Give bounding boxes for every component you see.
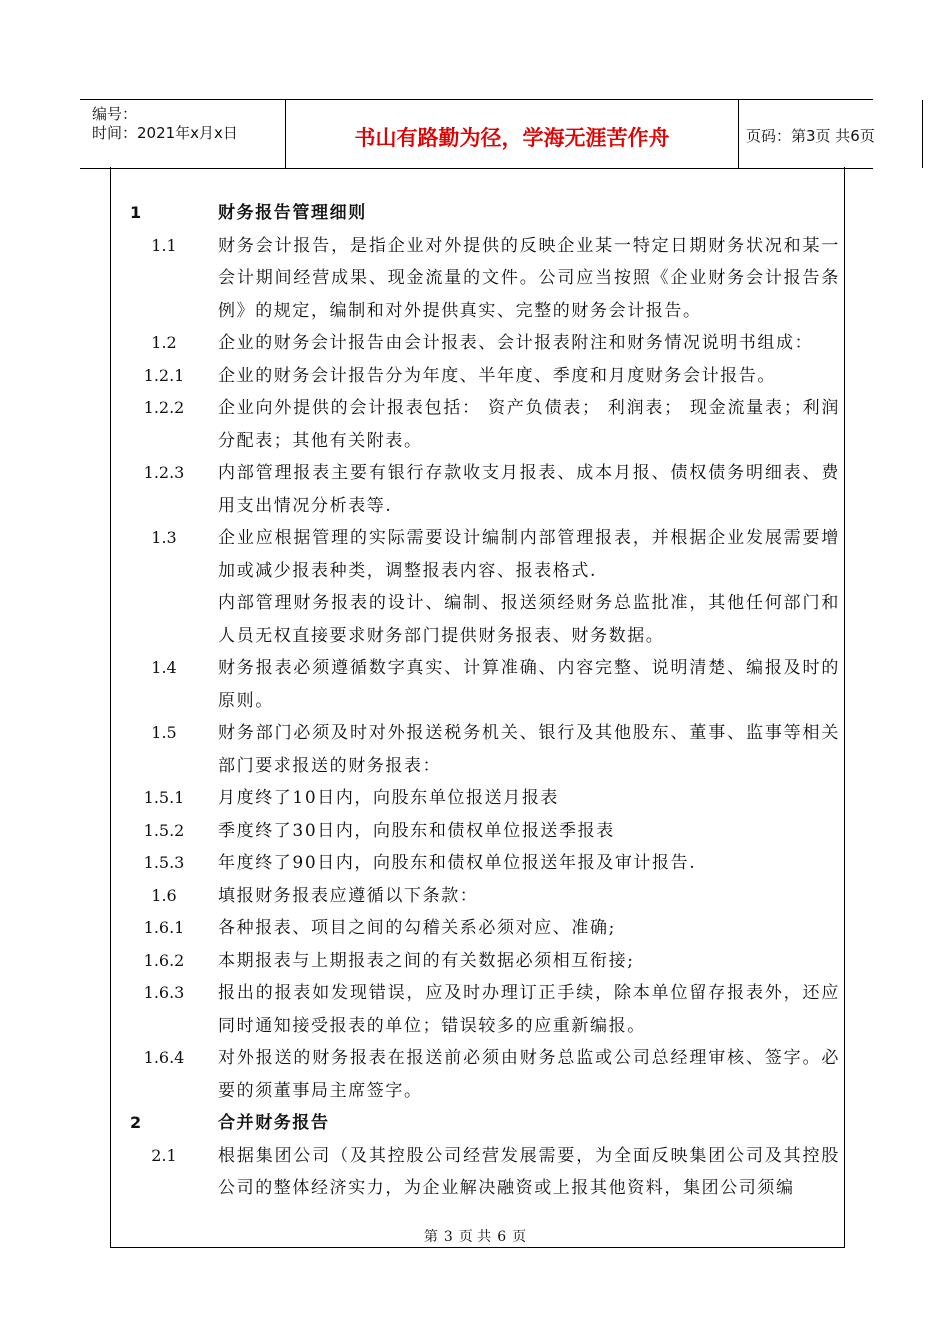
clause-number: 1.2.1 xyxy=(143,365,185,385)
header-info-cell xyxy=(80,100,285,168)
clause-text: 企业向外提供的会计报表包括： 资产负债表； 利润表； 现金流量表；利润分配表；其他有关附表。 xyxy=(218,398,840,451)
footer-prefix: 第 xyxy=(423,1229,438,1245)
clause-number: 1.6.1 xyxy=(143,918,185,937)
clause-row xyxy=(110,880,843,913)
header-blank-cell xyxy=(922,100,950,168)
clause-row xyxy=(110,522,843,587)
clause-number xyxy=(110,587,218,652)
footer-total-pages: 6 xyxy=(497,1229,507,1245)
clause-text: 企业的财务会计报告分为年度、半年度、季度和月度财务会计报告。 xyxy=(218,365,776,386)
header-table xyxy=(80,99,873,169)
section-title: 财务报告管理细则 xyxy=(218,203,367,223)
clause-text: 财务报表必须遵循数字真实、计算准确、内容完整、说明清楚、编报及时的原则。 xyxy=(218,658,840,711)
clause-number: 2.1 xyxy=(151,1145,177,1165)
clause-text: 对外报送的财务报表在报送前必须由财务总监或公司总经理审核、签字。必要的须董事局主席签字。 xyxy=(218,1048,840,1101)
clause-text: 本期报表与上期报表之间的有关数据必须相互衔接; xyxy=(218,950,635,971)
clause-row xyxy=(110,815,843,848)
clause-text: 财务会计报告，是指企业对外提供的反映企业某一特定日期财务状况和某一会计期间经营成果、现金流量的文件。公司应当按照《企业财务会计报告条例》的规定，编制和对外提供真实、完整的财务会计报告。 xyxy=(218,235,840,321)
clause-number: 1.1 xyxy=(151,235,177,255)
clause-number: 1.4 xyxy=(151,658,177,677)
clause-number: 1.2 xyxy=(151,333,177,352)
clause-number: 1.6.2 xyxy=(143,950,185,970)
clause-text: 报出的报表如发现错误，应及时办理订正手续，除本单位留存报表外，还应同时通知接受报表的单位；错误较多的应重新编报。 xyxy=(218,983,840,1036)
clause-text: 企业应根据管理的实际需要设计编制内部管理报表，并根据企业发展需要增加或减少报表种类，调整报表内容、报表格式. xyxy=(218,528,840,581)
clause-text: 企业的财务会计报告由会计报表、会计报表附注和财务情况说明书组成： xyxy=(218,333,814,353)
clause-number: 1.2.2 xyxy=(143,398,185,417)
clause-row xyxy=(110,1140,843,1205)
clause-row xyxy=(110,782,843,815)
clause-list xyxy=(110,197,843,1205)
clause-row xyxy=(110,457,843,522)
clause-number: 1.2.3 xyxy=(143,463,185,482)
clause-number: 1.3 xyxy=(151,528,177,547)
clause-text: 根据集团公司（及其控股公司经营发展需要，为全面反映集团公司及其控股公司的整体经济实力，为企业解决融资或上报其他资料，集团公司须编 xyxy=(218,1145,840,1198)
clause-row xyxy=(110,587,843,652)
document-code: 编号： xyxy=(92,105,138,123)
clause-text: 财务部门必须及时对外报送税务机关、银行及其他股东、董事、监事等相关部门要求报送的财务报表： xyxy=(218,723,840,776)
clause-number: 1.5.3 xyxy=(143,853,185,872)
clause-text: 填报财务报表应遵循以下条款： xyxy=(218,885,479,906)
clause-text: 内部管理报表主要有银行存款收支月报表、成本月报、债权债务明细表、费用支出情况分析表等. xyxy=(218,463,840,516)
clause-row xyxy=(110,327,843,360)
clause-number: 1 xyxy=(130,203,142,222)
clause-number: 1.6 xyxy=(151,885,177,905)
clause-text: 年度终了90日内，向股东和债权单位报送年报及审计报告. xyxy=(218,853,697,873)
clause-number: 1.6.4 xyxy=(143,1048,185,1067)
footer-suffix: 页 xyxy=(512,1229,527,1245)
clause-row xyxy=(110,652,843,717)
clause-row xyxy=(110,392,843,457)
clause-text: 季度终了30日内，向股东和债权单位报送季报表 xyxy=(218,820,615,841)
clause-number: 1.5.1 xyxy=(143,788,185,807)
clause-number: 1.5 xyxy=(151,723,177,742)
clause-text: 内部管理财务报表的设计、编制、报送须经财务总监批准，其他任何部门和人员无权直接要求财务部门提供财务报表、财务数据。 xyxy=(218,593,840,646)
clause-text: 各种报表、项目之间的勾稽关系必须对应、准确; xyxy=(218,918,616,938)
clause-row xyxy=(110,230,843,328)
document-date: 时间：2021年x月x日 xyxy=(92,124,238,142)
clause-text: 月度终了10日内，向股东单位报送月报表 xyxy=(218,788,560,808)
clause-row xyxy=(110,945,843,978)
clause-row xyxy=(110,977,843,1042)
header-motto-cell xyxy=(285,100,739,168)
page-footer xyxy=(0,1226,950,1246)
clause-number: 2 xyxy=(130,1113,142,1132)
section-title: 合并财务报告 xyxy=(218,1113,330,1133)
motto: 书山有路勤为径，学海无涯苦作舟 xyxy=(354,126,670,150)
clause-number: 1.5.2 xyxy=(143,820,185,840)
clause-number: 1.6.3 xyxy=(143,983,185,1002)
header-pager-cell xyxy=(738,100,922,168)
clause-row xyxy=(110,360,843,393)
page-indicator: 页码：第3页 共6页 xyxy=(746,127,875,145)
section-heading-row xyxy=(110,1107,843,1140)
footer-page-number: 3 xyxy=(443,1229,453,1245)
clause-row xyxy=(110,1042,843,1107)
clause-row xyxy=(110,717,843,782)
clause-row xyxy=(110,847,843,880)
footer-mid: 页 共 xyxy=(458,1229,492,1245)
section-heading-row xyxy=(110,197,843,230)
clause-row xyxy=(110,912,843,945)
